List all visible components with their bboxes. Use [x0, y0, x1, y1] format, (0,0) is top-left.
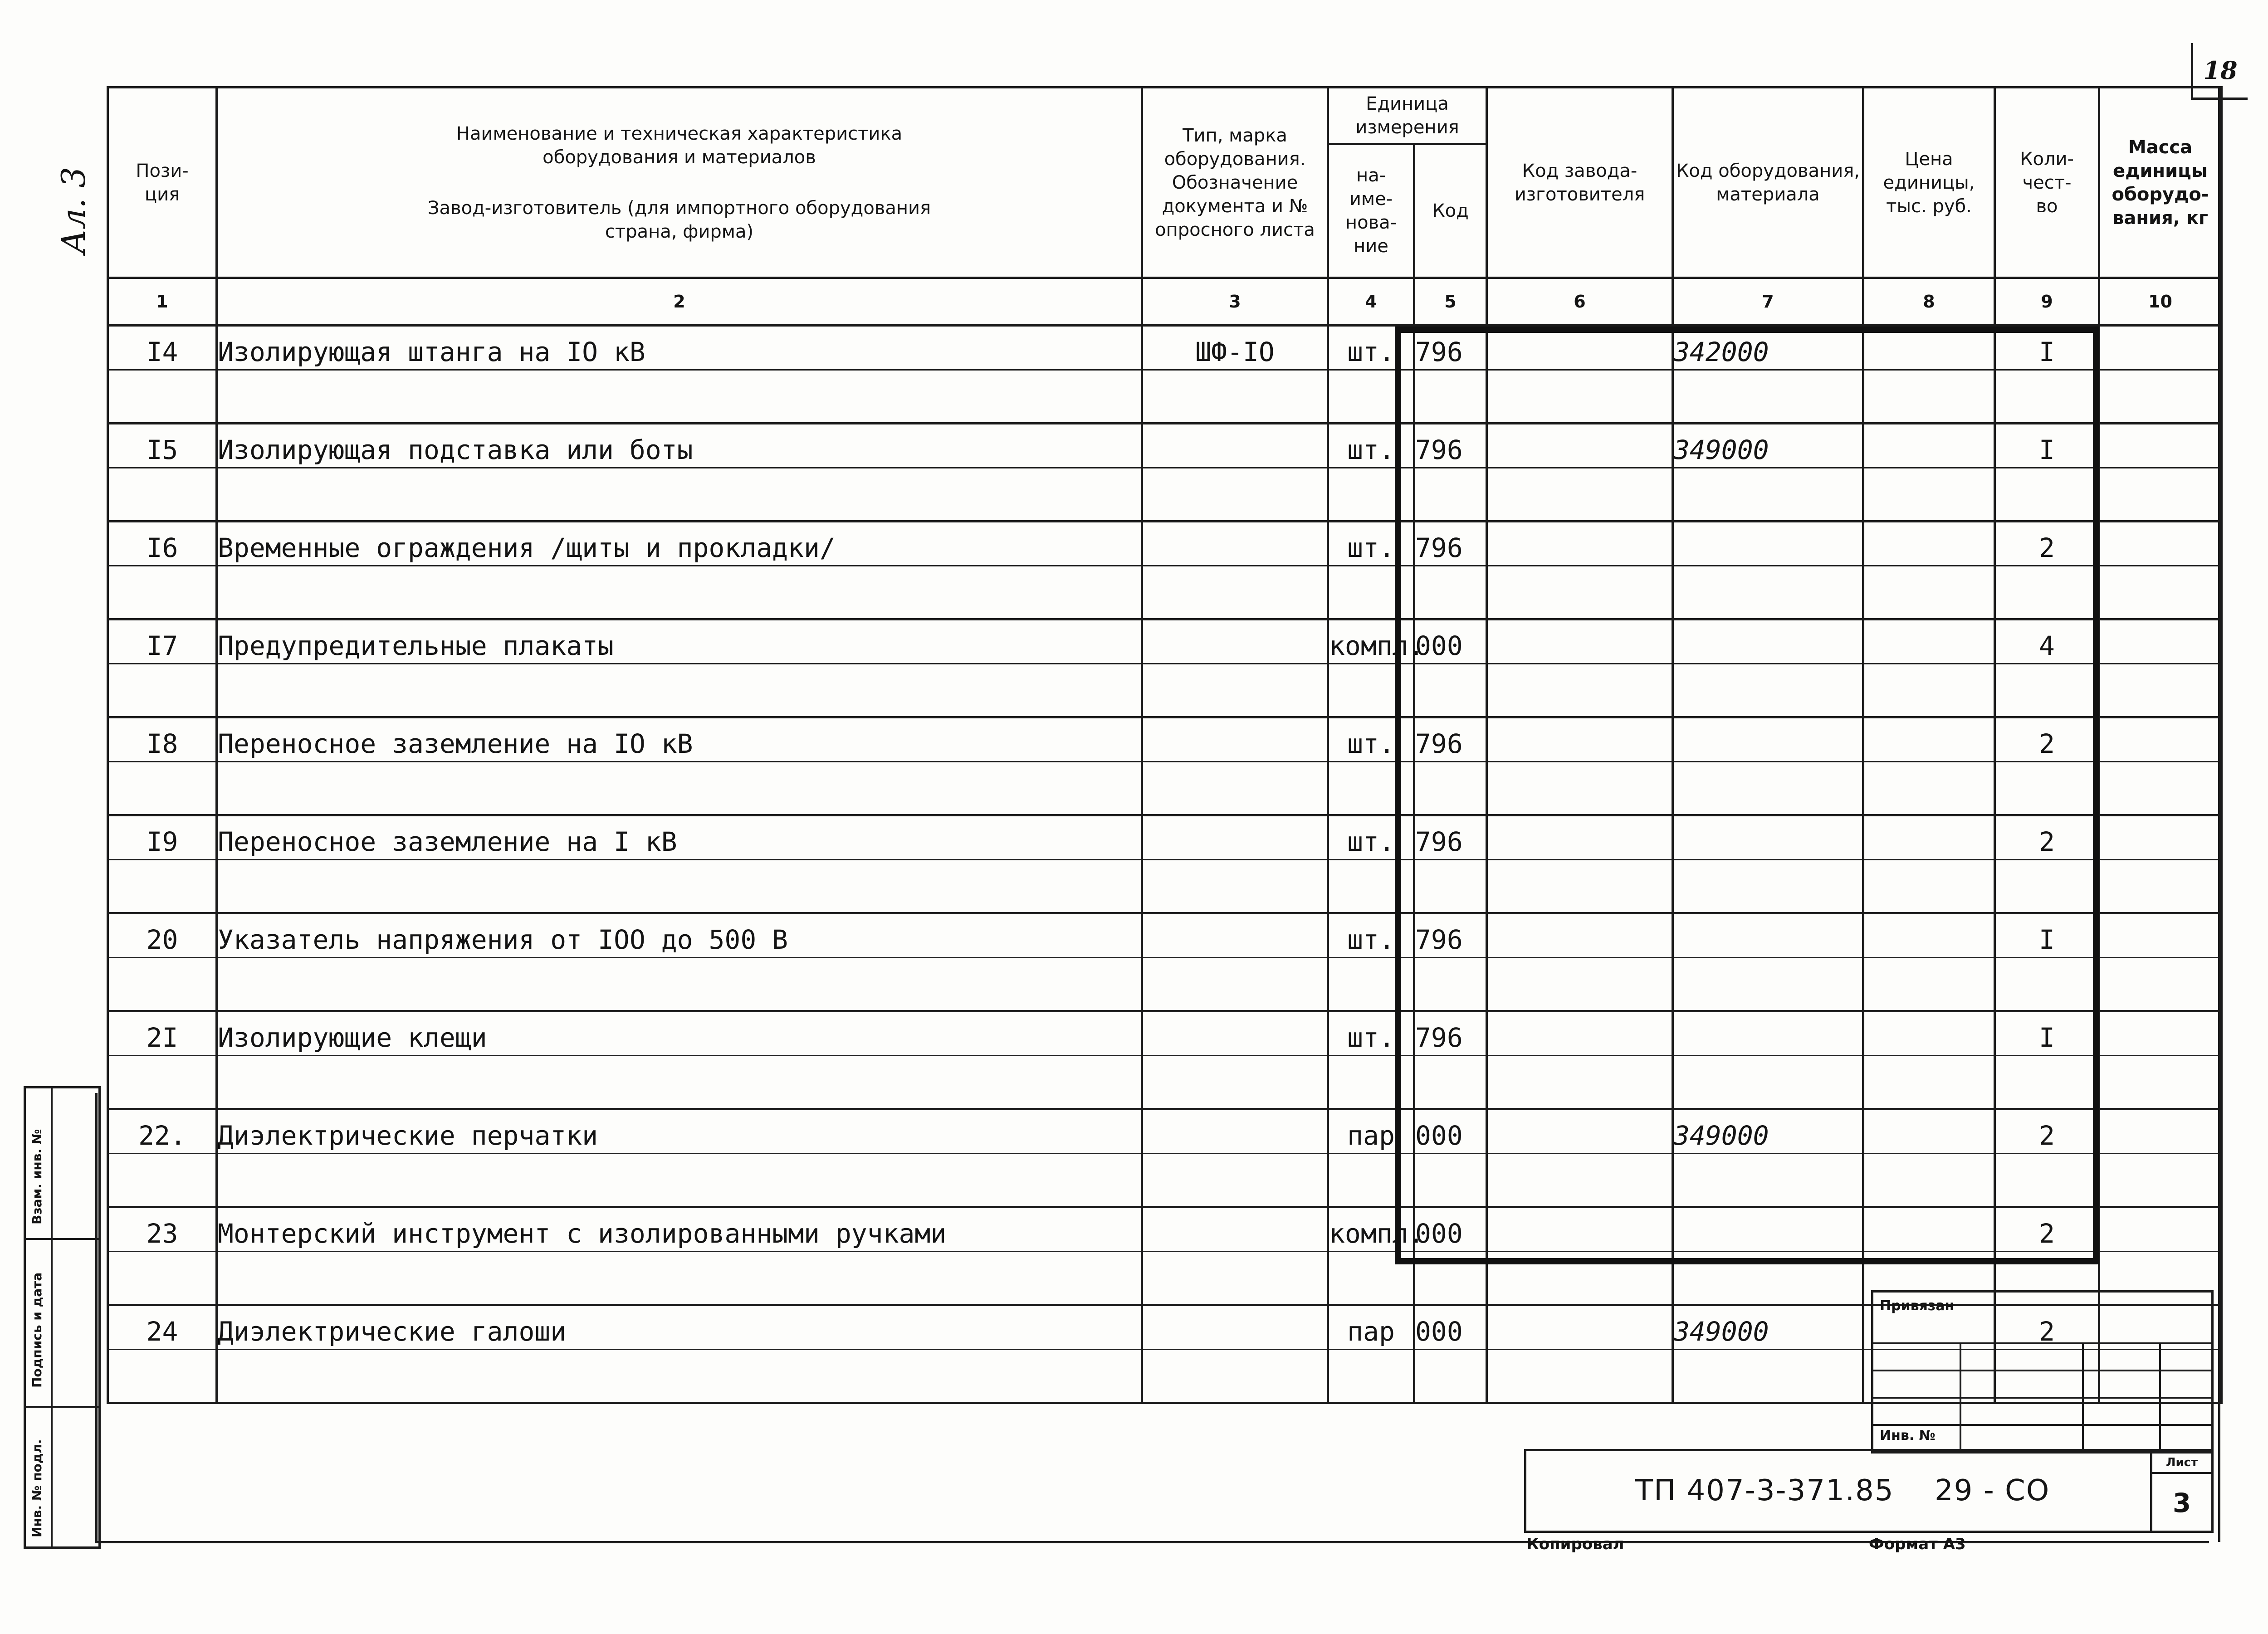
empty-cell: [1673, 468, 1863, 522]
table-row: [108, 1207, 2222, 1252]
empty-cell: [1673, 958, 1863, 1011]
empty-cell: [1673, 664, 1863, 717]
empty-cell: [108, 1056, 217, 1109]
empty-cell: [1414, 1350, 1487, 1403]
table-row-spacer: [108, 468, 2222, 522]
empty-cell: [2099, 958, 2222, 1011]
row-unit-code: 000: [1414, 619, 1487, 664]
empty-cell: [1995, 566, 2099, 619]
empty-cell: [1487, 664, 1673, 717]
empty-cell: [2099, 762, 2222, 815]
empty-cell: [1487, 370, 1673, 424]
table-row-spacer: [108, 1056, 2222, 1109]
row-unit-mass: [2099, 1011, 2222, 1056]
row-position: 20: [108, 913, 217, 958]
empty-cell: [1863, 468, 1995, 522]
row-type: [1142, 913, 1328, 958]
row-type: [1142, 424, 1328, 468]
empty-cell: [1142, 762, 1328, 815]
right-border: [2218, 86, 2220, 1542]
corner-sheet-number: 18: [2191, 43, 2248, 100]
empty-cell: [1142, 1252, 1328, 1305]
empty-cell: [2099, 1056, 2222, 1109]
row-position: 2I: [108, 1011, 217, 1056]
empty-cell: [1863, 664, 1995, 717]
row-unit-price: [1863, 424, 1995, 468]
row-unit-name: шт.: [1328, 326, 1414, 370]
row-unit-code: 796: [1414, 1011, 1487, 1056]
column-number: 4: [1328, 278, 1414, 326]
table-row: [108, 717, 2222, 762]
empty-cell: [1995, 664, 2099, 717]
margin-label-signature: Подпись и дата: [29, 1272, 44, 1388]
empty-cell: [1995, 1154, 2099, 1207]
margin-label-replacement: Взам. инв. №: [29, 1129, 44, 1224]
empty-cell: [108, 762, 217, 815]
empty-cell: [1142, 1056, 1328, 1109]
empty-cell: [1142, 566, 1328, 619]
sheet-label: Лист: [2152, 1456, 2211, 1474]
row-unit-code: 796: [1414, 424, 1487, 468]
row-quantity: 2: [1995, 1305, 2099, 1350]
empty-cell: [1673, 1252, 1863, 1305]
table-row: [108, 913, 2222, 958]
row-unit-name: шт.: [1328, 522, 1414, 566]
empty-cell: [1328, 468, 1414, 522]
row-unit-mass: [2099, 1207, 2222, 1252]
row-unit-code: 796: [1414, 522, 1487, 566]
row-name: Переносное заземление на I кВ: [217, 815, 1142, 860]
table-body: [108, 326, 2222, 1403]
row-unit-name: шт.: [1328, 424, 1414, 468]
empty-cell: [1414, 1252, 1487, 1305]
table-row-spacer: [108, 1154, 2222, 1207]
row-unit-price: [1863, 522, 1995, 566]
table-row: [108, 1109, 2222, 1154]
row-unit-mass: [2099, 326, 2222, 370]
row-unit-name: компл.: [1328, 1207, 1414, 1252]
empty-cell: [1487, 1154, 1673, 1207]
row-unit-mass: [2099, 717, 2222, 762]
empty-cell: [1328, 370, 1414, 424]
row-type: [1142, 522, 1328, 566]
row-quantity: I: [1995, 424, 2099, 468]
row-position: I9: [108, 815, 217, 860]
column-number: 3: [1142, 278, 1328, 326]
header-unit-mass: Масса единицы оборудо-вания, кг: [2099, 88, 2222, 278]
empty-cell: [1487, 566, 1673, 619]
empty-cell: [1673, 762, 1863, 815]
row-factory-code: [1487, 1109, 1673, 1154]
empty-cell: [217, 762, 1142, 815]
inventory-label: Инв. №: [1880, 1428, 1936, 1444]
empty-cell: [1328, 1056, 1414, 1109]
empty-cell: [1328, 664, 1414, 717]
row-material-code: 349000: [1673, 1305, 1863, 1350]
row-unit-code: 000: [1414, 1109, 1487, 1154]
row-unit-price: [1863, 717, 1995, 762]
empty-cell: [1414, 762, 1487, 815]
row-name: Временные ограждения /щиты и прокладки/: [217, 522, 1142, 566]
empty-cell: [1328, 1154, 1414, 1207]
row-name: Изолирующие клещи: [217, 1011, 1142, 1056]
empty-cell: [1328, 1252, 1414, 1305]
empty-cell: [2099, 664, 2222, 717]
empty-cell: [1487, 860, 1673, 913]
empty-cell: [1142, 370, 1328, 424]
table-row: [108, 815, 2222, 860]
row-factory-code: [1487, 424, 1673, 468]
row-unit-mass: [2099, 913, 2222, 958]
empty-cell: [1487, 1350, 1673, 1403]
header-quantity: Коли- чест- во: [1995, 88, 2099, 278]
row-unit-code: 796: [1414, 815, 1487, 860]
row-unit-name: шт.: [1328, 913, 1414, 958]
row-type: ШФ-IO: [1142, 326, 1328, 370]
sheet-cell: [2150, 1451, 2211, 1531]
empty-cell: [1487, 468, 1673, 522]
empty-cell: [108, 664, 217, 717]
empty-cell: [1995, 1056, 2099, 1109]
empty-cell: [1863, 958, 1995, 1011]
empty-cell: [1142, 664, 1328, 717]
empty-cell: [2099, 468, 2222, 522]
empty-cell: [1142, 958, 1328, 1011]
row-type: [1142, 1011, 1328, 1056]
empty-cell: [1328, 860, 1414, 913]
empty-cell: [1328, 958, 1414, 1011]
column-number: 6: [1487, 278, 1673, 326]
row-unit-price: [1863, 326, 1995, 370]
row-position: I7: [108, 619, 217, 664]
column-number-row: [108, 278, 2222, 326]
row-unit-mass: [2099, 815, 2222, 860]
row-unit-code: 796: [1414, 326, 1487, 370]
row-name: Предупредительные плакаты: [217, 619, 1142, 664]
empty-cell: [1414, 958, 1487, 1011]
empty-cell: [1995, 958, 2099, 1011]
row-position: 22.: [108, 1109, 217, 1154]
empty-cell: [1414, 860, 1487, 913]
row-factory-code: [1487, 717, 1673, 762]
empty-cell: [1863, 762, 1995, 815]
row-factory-code: [1487, 1305, 1673, 1350]
column-number: 9: [1995, 278, 2099, 326]
row-material-code: 349000: [1673, 424, 1863, 468]
empty-cell: [217, 664, 1142, 717]
empty-cell: [108, 1252, 217, 1305]
empty-cell: [1414, 1056, 1487, 1109]
empty-cell: [217, 1350, 1142, 1403]
row-name: Диэлектрические галоши: [217, 1305, 1142, 1350]
empty-cell: [108, 958, 217, 1011]
empty-cell: [1142, 468, 1328, 522]
row-type: [1142, 619, 1328, 664]
row-unit-name: шт.: [1328, 1011, 1414, 1056]
row-quantity: 4: [1995, 619, 2099, 664]
column-number: 10: [2099, 278, 2222, 326]
empty-cell: [1863, 860, 1995, 913]
format-label: Формат А3: [1869, 1535, 1966, 1553]
empty-cell: [108, 860, 217, 913]
table-row-spacer: [108, 860, 2222, 913]
empty-cell: [1863, 566, 1995, 619]
header-unit-code: Код: [1414, 144, 1487, 278]
header-unit-price: Цена единицы, тыс. руб.: [1863, 88, 1995, 278]
empty-cell: [108, 468, 217, 522]
empty-cell: [108, 1350, 217, 1403]
table-row-spacer: [108, 370, 2222, 424]
row-type: [1142, 1305, 1328, 1350]
empty-cell: [217, 1154, 1142, 1207]
row-unit-price: [1863, 1011, 1995, 1056]
column-number: 8: [1863, 278, 1995, 326]
empty-cell: [217, 860, 1142, 913]
header-factory-code: Код завода-изготовителя: [1487, 88, 1673, 278]
row-unit-mass: [2099, 619, 2222, 664]
column-number: 7: [1673, 278, 1863, 326]
row-unit-price: [1863, 619, 1995, 664]
row-position: I4: [108, 326, 217, 370]
row-material-code: [1673, 619, 1863, 664]
row-quantity: 2: [1995, 1207, 2099, 1252]
empty-cell: [1673, 1056, 1863, 1109]
row-unit-price: [1863, 1207, 1995, 1252]
row-unit-price: [1863, 913, 1995, 958]
row-name: Монтерский инструмент с изолированными ручками: [217, 1207, 1142, 1252]
empty-cell: [108, 566, 217, 619]
column-number: 1: [108, 278, 217, 326]
document-code: ТП 407-3-371.85 29 - СО: [1635, 1474, 2050, 1507]
row-material-code: 349000: [1673, 1109, 1863, 1154]
row-name: Изолирующая подставка или боты: [217, 424, 1142, 468]
empty-cell: [1995, 860, 2099, 913]
row-type: [1142, 1109, 1328, 1154]
empty-cell: [217, 370, 1142, 424]
empty-cell: [2099, 1154, 2222, 1207]
header-name: Наименование и техническая характеристика оборудования и материалов Завод-изготовитель (для импортного оборудования страна, фирма): [217, 88, 1142, 278]
row-position: I5: [108, 424, 217, 468]
table-row-spacer: [108, 664, 2222, 717]
empty-cell: [108, 1154, 217, 1207]
row-name: Диэлектрические перчатки: [217, 1109, 1142, 1154]
empty-cell: [2099, 860, 2222, 913]
empty-cell: [1863, 1154, 1995, 1207]
empty-cell: [1414, 468, 1487, 522]
row-material-code: [1673, 522, 1863, 566]
row-unit-code: 796: [1414, 913, 1487, 958]
empty-cell: [217, 1056, 1142, 1109]
empty-cell: [1142, 860, 1328, 913]
empty-cell: [1995, 370, 2099, 424]
row-factory-code: [1487, 913, 1673, 958]
left-margin-strip: [24, 1086, 101, 1549]
title-block: [1524, 1449, 2214, 1533]
row-quantity: I: [1995, 913, 2099, 958]
row-unit-mass: [2099, 424, 2222, 468]
empty-cell: [1863, 1056, 1995, 1109]
row-type: [1142, 815, 1328, 860]
row-factory-code: [1487, 522, 1673, 566]
row-quantity: 2: [1995, 1109, 2099, 1154]
empty-cell: [1414, 566, 1487, 619]
header-unit-name: на- име- нова- ние: [1328, 144, 1414, 278]
sheet-value: 3: [2172, 1488, 2191, 1518]
empty-cell: [217, 566, 1142, 619]
row-material-code: 342000: [1673, 326, 1863, 370]
tied-label: Привязан: [1880, 1298, 1955, 1314]
row-quantity: 2: [1995, 522, 2099, 566]
row-unit-code: 796: [1414, 717, 1487, 762]
row-name: Указатель напряжения от IOO до 500 В: [217, 913, 1142, 958]
empty-cell: [1487, 1252, 1673, 1305]
row-material-code: [1673, 815, 1863, 860]
row-factory-code: [1487, 1011, 1673, 1056]
table-row: [108, 326, 2222, 370]
row-quantity: I: [1995, 1011, 2099, 1056]
row-position: I8: [108, 717, 217, 762]
empty-cell: [2099, 370, 2222, 424]
row-quantity: 2: [1995, 717, 2099, 762]
row-name: Изолирующая штанга на IO кВ: [217, 326, 1142, 370]
empty-cell: [1142, 1350, 1328, 1403]
row-material-code: [1673, 913, 1863, 958]
row-unit-mass: [2099, 1109, 2222, 1154]
row-quantity: I: [1995, 326, 2099, 370]
table-row-spacer: [108, 762, 2222, 815]
empty-cell: [1487, 1056, 1673, 1109]
empty-cell: [1487, 762, 1673, 815]
row-material-code: [1673, 1207, 1863, 1252]
empty-cell: [1995, 468, 2099, 522]
header-unit-group: Единица измерения: [1328, 88, 1487, 144]
row-factory-code: [1487, 326, 1673, 370]
header-position: Пози- ция: [108, 88, 217, 278]
margin-label-inventory: Инв. № подл.: [29, 1439, 44, 1537]
empty-cell: [1328, 762, 1414, 815]
empty-cell: [1487, 958, 1673, 1011]
table-row-spacer: [108, 566, 2222, 619]
empty-cell: [1414, 1154, 1487, 1207]
row-unit-name: шт.: [1328, 717, 1414, 762]
row-unit-name: шт.: [1328, 815, 1414, 860]
row-unit-code: 000: [1414, 1207, 1487, 1252]
row-unit-name: пар: [1328, 1305, 1414, 1350]
row-material-code: [1673, 717, 1863, 762]
empty-cell: [1673, 370, 1863, 424]
empty-cell: [1673, 860, 1863, 913]
empty-cell: [1863, 370, 1995, 424]
row-unit-name: компл.: [1328, 619, 1414, 664]
table-row: [108, 619, 2222, 664]
row-position: I6: [108, 522, 217, 566]
empty-cell: [1414, 370, 1487, 424]
empty-cell: [1673, 1154, 1863, 1207]
empty-cell: [2099, 566, 2222, 619]
row-position: 23: [108, 1207, 217, 1252]
empty-cell: [1673, 1350, 1863, 1403]
header-material-code: Код оборудования, материала: [1673, 88, 1863, 278]
empty-cell: [1414, 664, 1487, 717]
row-material-code: [1673, 1011, 1863, 1056]
empty-cell: [108, 370, 217, 424]
row-name: Переносное заземление на IO кВ: [217, 717, 1142, 762]
empty-cell: [1328, 566, 1414, 619]
row-position: 24: [108, 1305, 217, 1350]
column-number: 2: [217, 278, 1142, 326]
row-unit-mass: [2099, 522, 2222, 566]
empty-cell: [217, 468, 1142, 522]
specification-table: [107, 86, 2223, 1404]
binding-stamp: [1871, 1290, 2214, 1454]
appendix-label: Ал. 3: [54, 167, 93, 254]
row-unit-name: пар: [1328, 1109, 1414, 1154]
row-quantity: 2: [1995, 815, 2099, 860]
copied-label: Копировал: [1526, 1535, 1624, 1553]
header-type: Тип, марка оборудования. Обозначение документа и № опросного листа: [1142, 88, 1328, 278]
table-row: [108, 424, 2222, 468]
header-row: [108, 88, 2222, 144]
column-number: 5: [1414, 278, 1487, 326]
empty-cell: [1328, 1350, 1414, 1403]
row-factory-code: [1487, 815, 1673, 860]
row-unit-price: [1863, 1109, 1995, 1154]
row-unit-code: 000: [1414, 1305, 1487, 1350]
table-row-spacer: [108, 958, 2222, 1011]
table-row: [108, 1011, 2222, 1056]
empty-cell: [1995, 762, 2099, 815]
empty-cell: [1673, 566, 1863, 619]
empty-cell: [1142, 1154, 1328, 1207]
empty-cell: [217, 1252, 1142, 1305]
table-row: [108, 522, 2222, 566]
row-type: [1142, 717, 1328, 762]
row-factory-code: [1487, 619, 1673, 664]
row-factory-code: [1487, 1207, 1673, 1252]
row-type: [1142, 1207, 1328, 1252]
empty-cell: [217, 958, 1142, 1011]
row-unit-price: [1863, 815, 1995, 860]
